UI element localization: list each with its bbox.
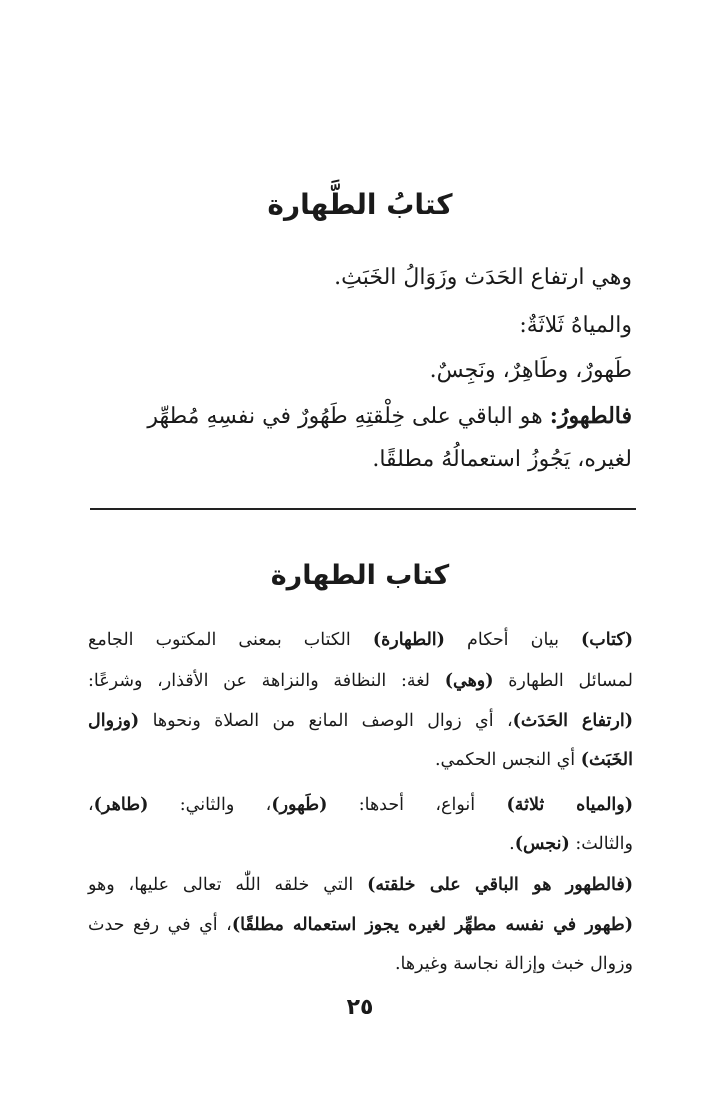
text-segment: بيان أحكام xyxy=(444,630,582,650)
bold-term: (كتاب) xyxy=(581,630,633,650)
bold-term: (ارتفاع الحَدَث) xyxy=(512,711,633,731)
text-segment: التي خلقه اللّٰه تعالى عليها، وهو xyxy=(88,875,368,895)
matn-line-2: والمياهُ ثَلاثَةٌ: xyxy=(519,313,632,338)
matn-term-tahur: فالطهورُ: xyxy=(549,403,632,429)
sharh-line xyxy=(88,795,633,815)
bold-term: (طاهر) xyxy=(93,795,149,815)
sharh-line xyxy=(395,954,633,974)
text-segment: ، أي في رفع حدث xyxy=(88,915,232,935)
separator-rule xyxy=(90,508,636,510)
bold-term: (فالطهور هو الباقي على خلقته) xyxy=(367,875,633,895)
matn-line-4-rest: هو الباقي على خِلْقتِهِ طَهُورٌ في نفسِهِ مُطهِّر xyxy=(147,404,550,429)
matn-title: كتابُ الطَّهارة xyxy=(267,188,453,221)
text-segment: ، xyxy=(88,795,94,815)
bold-term: (طهور في نفسه مطهِّر لغيره يجوز استعماله مطلقًا) xyxy=(231,915,633,935)
text-segment: . xyxy=(509,834,515,854)
text-segment: ، والثاني: xyxy=(148,795,272,815)
bold-term: (وزوال xyxy=(88,711,140,731)
sharh-title: كتاب الطهارة xyxy=(270,560,450,591)
sharh-line xyxy=(435,750,633,770)
bold-term: (نجس) xyxy=(514,834,570,854)
matn-line-4 xyxy=(147,403,632,429)
bold-term: (وهي) xyxy=(444,671,494,691)
sharh-line xyxy=(88,915,633,935)
text-segment: والثالث: xyxy=(569,834,633,854)
bold-term: (الطهارة) xyxy=(372,630,445,650)
sharh-line xyxy=(88,630,633,650)
text-segment: أنواع، أحدها: xyxy=(327,795,507,815)
text-segment: ، أي زوال الوصف المانع من الصلاة ونحوها xyxy=(139,711,513,731)
bold-term: الخَبَث) xyxy=(580,750,633,770)
bold-term: (طَهور) xyxy=(271,795,328,815)
sharh-line xyxy=(88,671,633,691)
text-segment: الكتاب بمعنى المكتوب الجامع xyxy=(88,630,373,650)
text-segment: لمسائل الطهارة xyxy=(493,671,633,691)
bold-term: (والمياه ثلاثة) xyxy=(506,795,633,815)
sharh-line xyxy=(88,875,633,895)
text-segment: وزوال خبث وإزالة نجاسة وغيرها. xyxy=(394,954,633,974)
matn-line-3: طَهورٌ، وطَاهِرٌ، ونَجِسٌ. xyxy=(429,358,632,383)
text-segment: أي النجس الحكمي. xyxy=(434,750,581,770)
matn-line-1: وهي ارتفاع الحَدَث وزَوَالُ الخَبَثِ. xyxy=(334,265,632,290)
text-segment: لغة: النظافة والنزاهة عن الأقذار، وشرعًا: xyxy=(88,671,445,691)
sharh-line xyxy=(509,834,633,854)
sharh-line xyxy=(88,711,633,731)
page-number: ٢٥ xyxy=(346,995,374,1020)
matn-line-5: لغيره، يَجُوزُ استعمالُهُ مطلقًا. xyxy=(372,447,632,472)
